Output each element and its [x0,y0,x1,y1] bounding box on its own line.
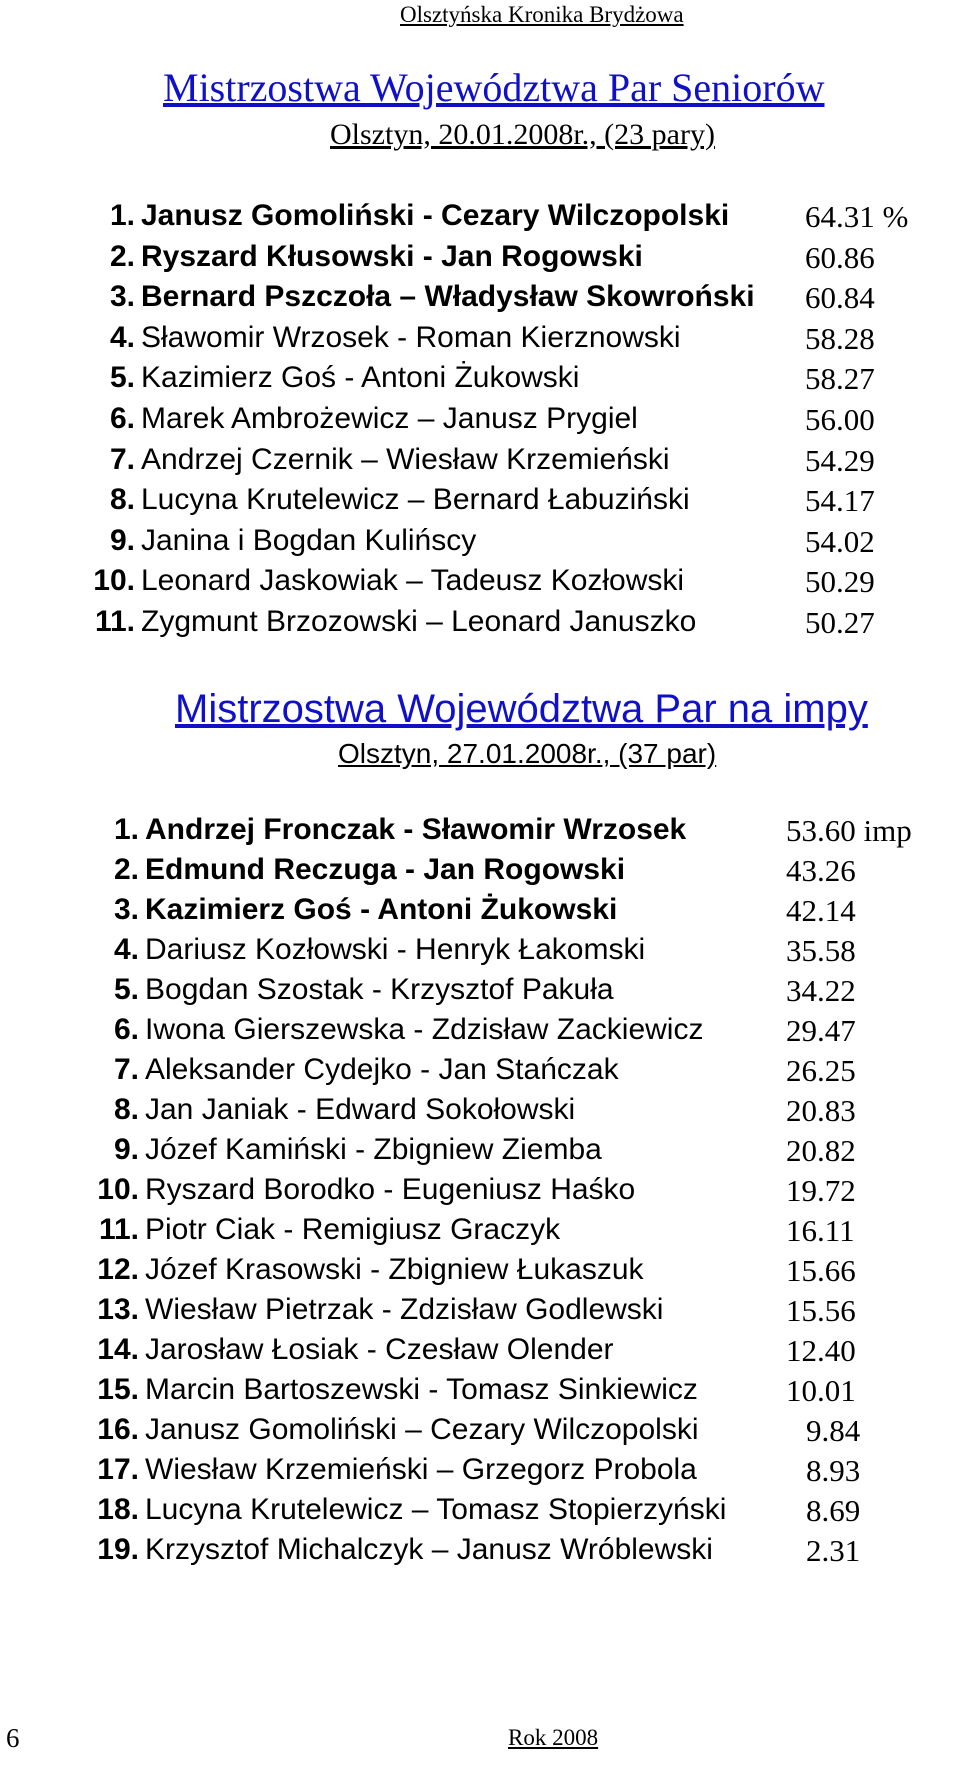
result-score: 16.11 [786,1213,855,1248]
result-place: 10. [97,1173,139,1206]
section1-subtitle: Olsztyn, 20.01.2008r., (23 pary) [330,118,715,151]
section2-subtitle: Olsztyn, 27.01.2008r., (37 par) [338,738,717,769]
result-score: 20.82 [786,1133,856,1168]
result-place: 7. [109,442,135,476]
result-score: 58.27 [805,361,875,397]
result-pair: Józef Krasowski - Zbigniew Łukaszuk [145,1253,644,1286]
result-pair: Jan Janiak - Edward Sokołowski [145,1093,576,1126]
result-score: 60.86 [805,239,875,275]
result-score: 8.93 [806,1453,861,1488]
result-score: 43.26 [786,853,856,888]
result-pair: Ryszard Borodko - Eugeniusz Haśko [145,1173,636,1206]
result-pair: Iwona Gierszewska - Zdzisław Zackiewicz [145,1013,704,1046]
result-score: 54.29 [805,442,875,478]
result-place: 7. [113,1053,139,1086]
result-score: 50.27 [805,605,875,640]
result-score: 54.02 [805,523,875,559]
result-place: 2. [109,239,135,273]
result-place: 6. [113,1013,139,1046]
result-pair: Bernard Pszczoła – Władysław Skowroński [141,280,755,314]
result-pair: Marek Ambrożewicz – Janusz Prygiel [141,402,638,435]
result-score: 58.28 [805,320,875,356]
result-place: 8. [113,1093,139,1126]
result-score: 8.69 [806,1493,861,1528]
result-pair: Aleksander Cydejko - Jan Stańczak [145,1053,619,1086]
result-place: 19. [97,1533,139,1566]
result-pair: Kazimierz Goś - Antoni Żukowski [141,361,580,395]
result-score: 15.56 [786,1293,856,1328]
result-pair: Bogdan Szostak - Krzysztof Pakuła [145,973,614,1006]
result-score: 53.60 imp [786,813,912,848]
result-place: 9. [109,523,135,557]
result-score: 20.83 [786,1093,856,1128]
result-pair: Edmund Reczuga - Jan Rogowski [145,853,626,886]
result-score: 42.14 [786,893,856,928]
result-place: 5. [113,973,139,1006]
result-score: 12.40 [786,1333,856,1368]
result-score: 34.22 [786,973,856,1008]
result-place: 6. [109,402,135,435]
result-place: 16. [97,1413,139,1446]
result-pair: Dariusz Kozłowski - Henryk Łakomski [145,933,646,966]
result-pair: Lucyna Krutelewicz – Bernard Łabuziński [141,483,690,517]
running-title: Olsztyńska Kronika Brydżowa [400,2,684,27]
section1-title: Mistrzostwa Województwa Par Seniorów [163,65,825,110]
result-score: 26.25 [786,1053,856,1088]
result-score: 15.66 [786,1253,856,1288]
result-place: 13. [97,1293,139,1326]
result-pair: Janusz Gomoliński - Cezary Wilczopolski [141,199,730,232]
section2-title: Mistrzostwa Województwa Par na impy [175,687,868,731]
result-place: 3. [109,280,135,314]
result-pair: Wiesław Krzemieński – Grzegorz Probola [145,1453,697,1486]
result-pair: Wiesław Pietrzak - Zdzisław Godlewski [145,1293,664,1326]
result-place: 10. [93,564,135,598]
result-pair: Sławomir Wrzosek - Roman Kierznowski [141,320,681,354]
result-score: 10.01 [786,1373,856,1408]
result-place: 4. [109,320,135,354]
result-pair: Janusz Gomoliński – Cezary Wilczopolski [145,1413,699,1446]
result-score: 2.31 [806,1533,861,1568]
result-score: 54.17 [805,483,875,519]
result-pair: Krzysztof Michalczyk – Janusz Wróblewski [145,1533,713,1566]
result-pair: Marcin Bartoszewski - Tomasz Sinkiewicz [145,1373,698,1406]
result-place: 1. [109,199,135,232]
result-place: 3. [113,893,139,926]
result-place: 2. [113,853,139,886]
result-pair: Andrzej Czernik – Wiesław Krzemieński [141,442,670,476]
result-place: 11. [94,605,135,638]
result-score: 50.29 [805,564,875,600]
result-pair: Jarosław Łosiak - Czesław Olender [145,1333,614,1366]
result-score: 9.84 [806,1413,861,1448]
result-score: 29.47 [786,1013,856,1048]
result-place: 15. [97,1373,139,1406]
result-place: 5. [109,361,135,395]
result-pair: Janina i Bogdan Kulińscy [141,523,477,557]
result-place: 14. [97,1333,139,1366]
result-place: 4. [113,933,139,966]
result-place: 11. [98,1213,139,1246]
result-place: 9. [113,1133,139,1166]
page-number: 6 [6,1723,20,1753]
result-place: 1. [113,813,139,846]
result-pair: Ryszard Kłusowski - Jan Rogowski [141,239,643,273]
result-place: 12. [97,1253,139,1286]
result-pair: Zygmunt Brzozowski – Leonard Januszko [141,605,697,638]
result-place: 17. [97,1453,139,1486]
result-place: 18. [97,1493,139,1526]
result-pair: Leonard Jaskowiak – Tadeusz Kozłowski [141,564,685,598]
result-pair: Józef Kamiński - Zbigniew Ziemba [145,1133,602,1166]
result-pair: Kazimierz Goś - Antoni Żukowski [145,893,618,926]
result-score: 35.58 [786,933,856,968]
result-score: 64.31 % [805,199,909,234]
result-pair: Lucyna Krutelewicz – Tomasz Stopierzyński [145,1493,727,1526]
footer-year: Rok 2008 [508,1725,599,1750]
result-score: 19.72 [786,1173,856,1208]
result-score: 56.00 [805,402,875,437]
result-score: 60.84 [805,280,875,316]
result-place: 8. [109,483,135,517]
result-pair: Piotr Ciak - Remigiusz Graczyk [145,1213,561,1246]
result-pair: Andrzej Fronczak - Sławomir Wrzosek [145,813,687,846]
